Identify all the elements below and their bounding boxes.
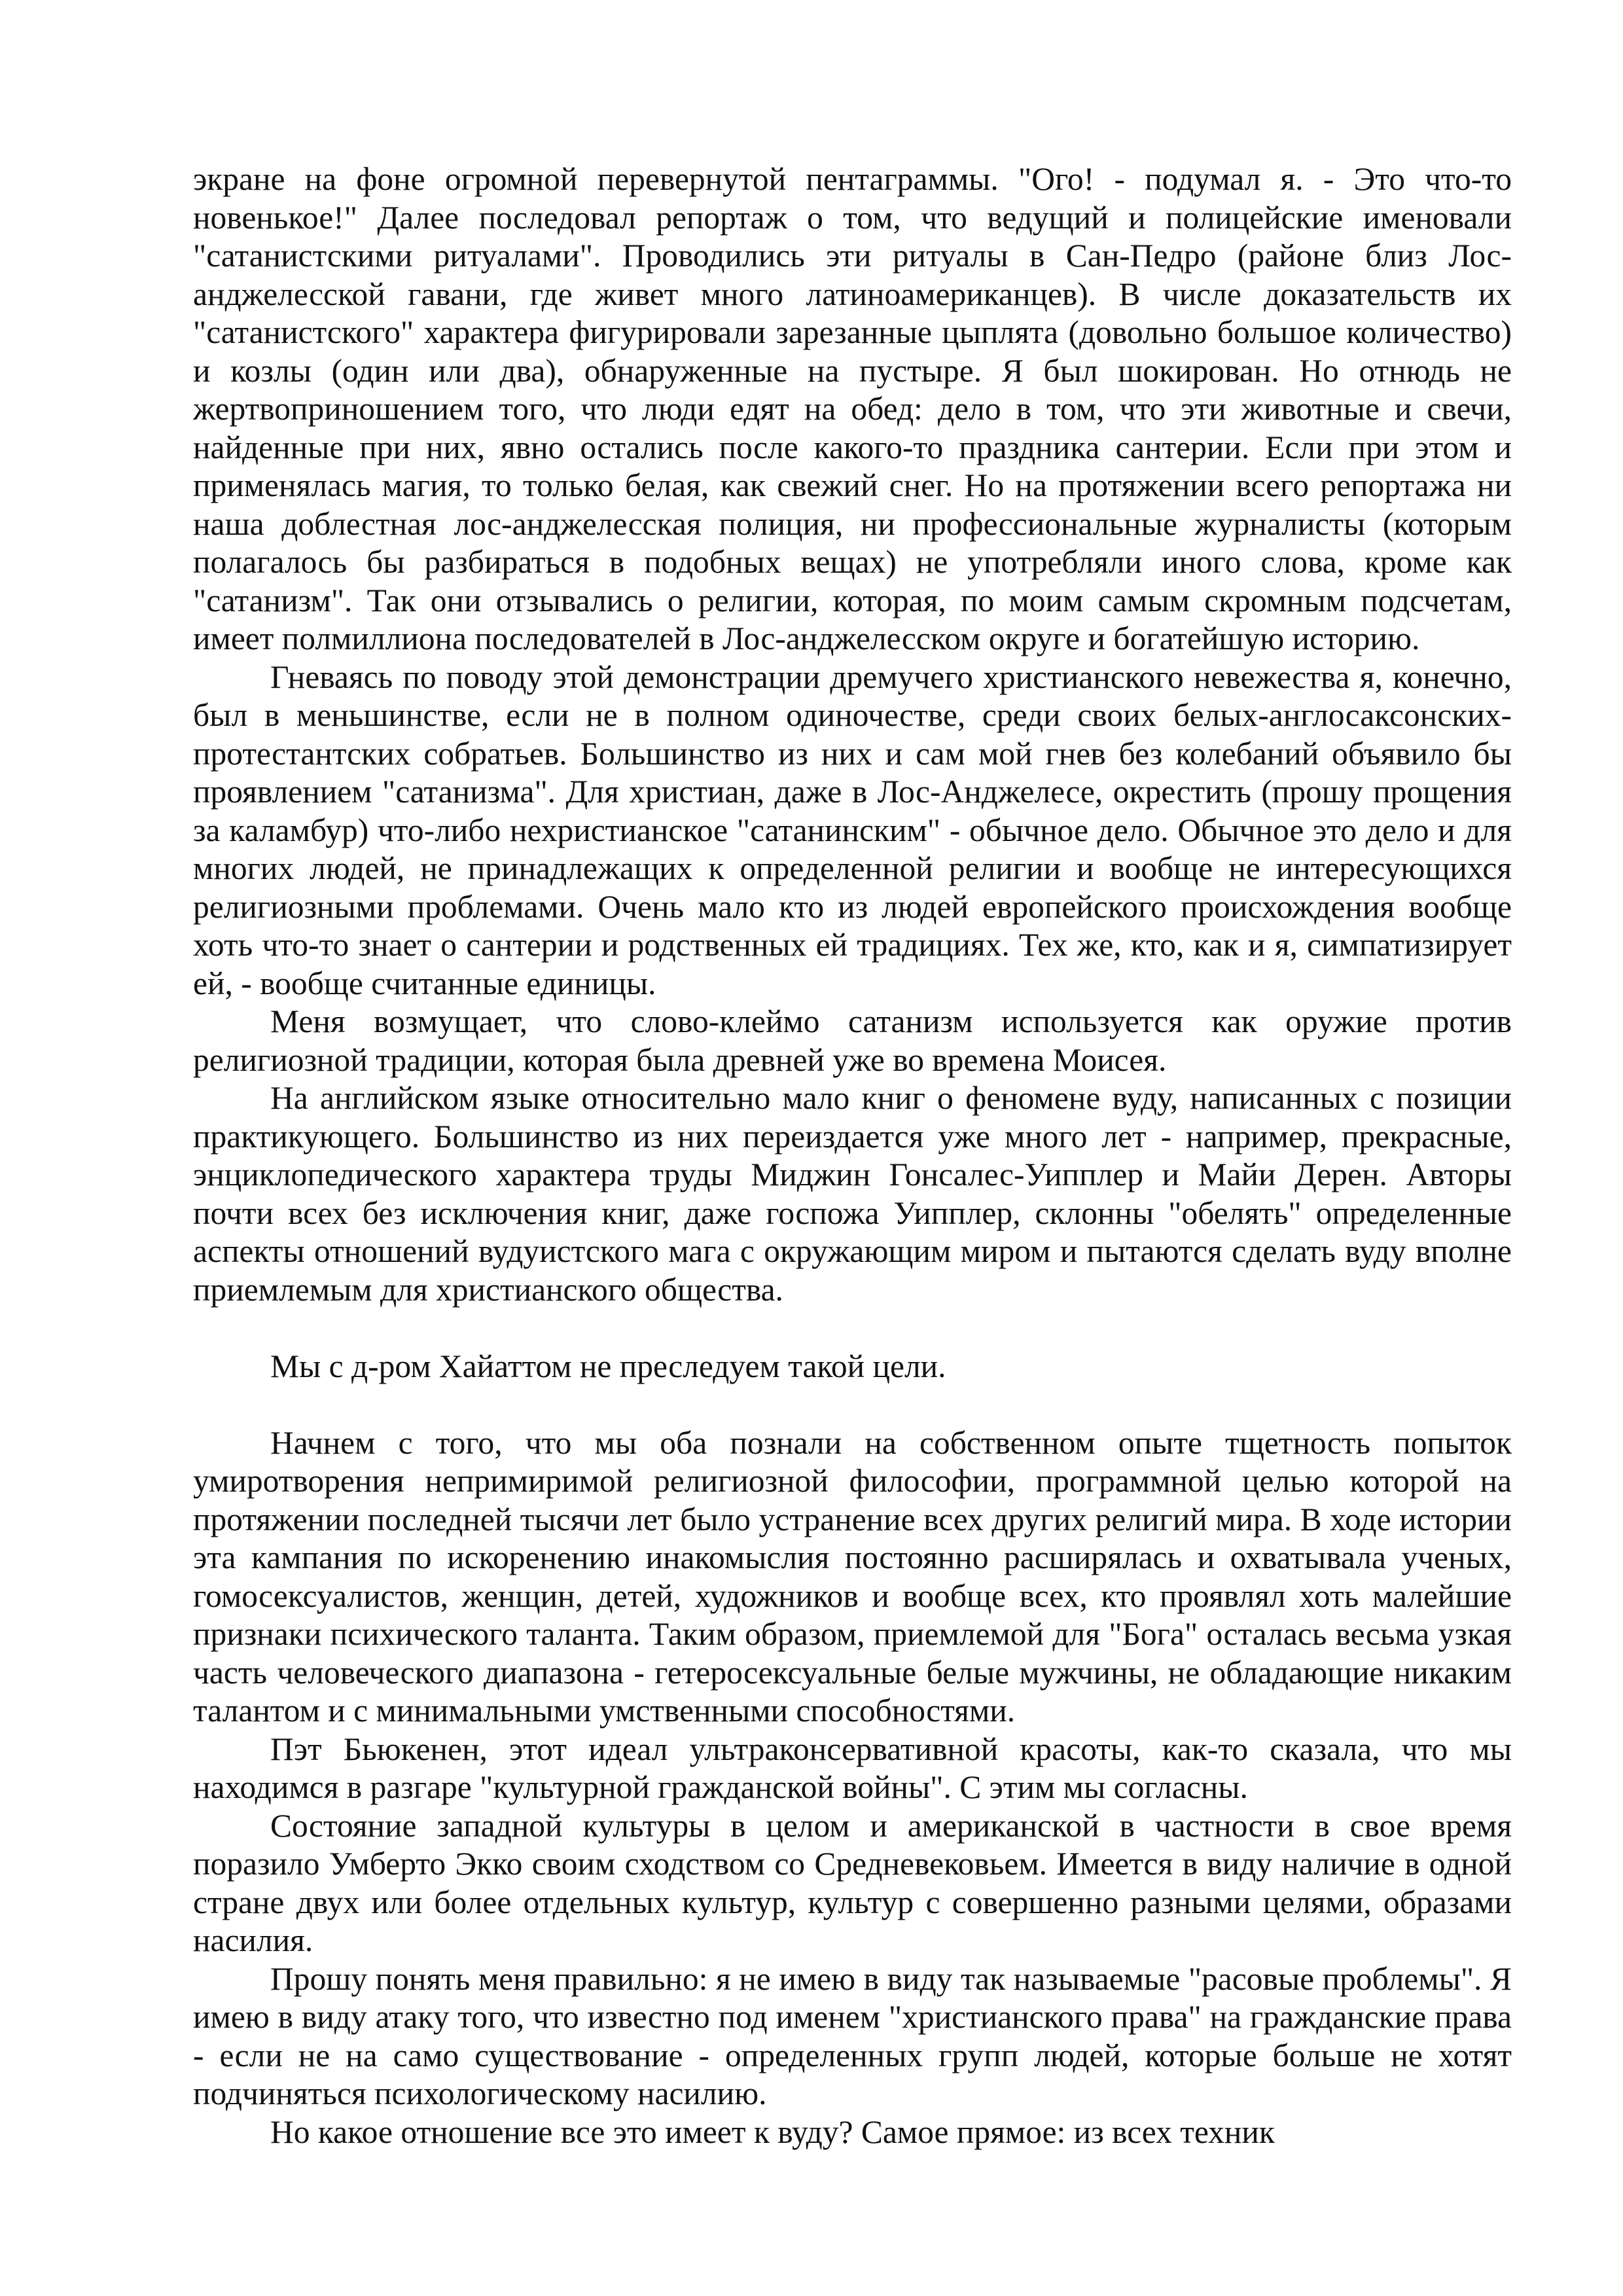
paragraph-7: Пэт Бьюкенен, этот идеал ультраконсервативной красоты, как-то сказала, что мы находимся в разгаре "культурной гражданской войны". С этим мы согласны. <box>193 1731 1512 1805</box>
paragraph-3: Меня возмущает, что слово-клеймо сатанизм используется как оружие против религиозной традиции, которая была древней уже во времена Моисея. <box>193 1003 1512 1078</box>
body-text <box>193 160 1512 2151</box>
paragraph-5: Мы с д-ром Хайаттом не преследуем такой цели. <box>270 1348 946 1384</box>
paragraph-9: Прошу понять меня правильно: я не имею в виду так называемые "расовые проблемы". Я имею в виду атаку того, что известно под именем "христианского права" на гражданские права - если не на само существование - определенных групп людей, которые больше не хотят подчиняться психологическому насилию. <box>193 1960 1512 2111</box>
paragraph-2: Гневаясь по поводу этой демонстрации дремучего христианского невежества я, конечно, был в меньшинстве, если не в полном одиночестве, среди своих белых-англосаксонских-протестантских собратьев. Большинство из них и сам мой гнев без колебаний объявило бы проявлением "сатанизма". Для христиан, даже в Лос-Анджелесе, окрестить (прошу прощения за каламбур) что-либо нехристианское "сатанинским" - обычное дело. Обычное это дело и для многих людей, не принадлежащих к определенной религии и вообще не интересующихся религиозными проблемами. Очень мало кто из людей европейского происхождения вообще хоть что-то знает о сантерии и родственных ей традициях. Тех же, кто, как и я, симпатизирует ей, - вообще считанные единицы. <box>193 658 1512 1001</box>
paragraph-1: экране на фоне огромной перевернутой пентаграммы. "Ого! - подумал я. - Это что-то новенькое!" Далее последовал репортаж о том, что ведущий и полицейские именовали "сатанистскими ритуалами". Проводились эти ритуалы в Сан-Педро (районе близ Лос-анджелесской гавани, где живет много латиноамериканцев). В числе доказательств их "сатанистского" характера фигурировали зарезанные цыплята (довольно большое количество) и козлы (один или два), обнаруженные на пустыре. Я был шокирован. Но отнюдь не жертвоприношением того, что люди едят на обед: дело в том, что эти животные и свечи, найденные при них, явно остались после какого-то праздника сантерии. Если при этом и применялась магия, то только белая, как свежий снег. Но на протяжении всего репортажа ни наша доблестная лос-анджелесская полиция, ни профессиональные журналисты (которым полагалось бы разбираться в подобных вещах) не употребляли иного слова, кроме как "сатанизм". Так они отзывались о религии, которая, по моим самым скромным подсчетам, имеет полмиллиона последователей в Лос-анджелесском округе и богатейшую историю. <box>193 161 1512 656</box>
paragraph-10: Но какое отношение все это имеет к вуду? Самое прямое: из всех техник <box>270 2113 1275 2150</box>
paragraph-4: На английском языке относительно мало книг о феномене вуду, написанных с позиции практикующего. Большинство из них переиздается уже много лет - например, прекрасные, энциклопедического характера труды Миджин Гонсалес-Уипплер и Майи Дерен. Авторы почти всех без исключения книг, даже госпожа Уипплер, склонны "обелять" определенные аспекты отношений вудуистского мага с окружающим миром и пытаются сделать вуду вполне приемлемым для христианского общества. <box>193 1080 1512 1308</box>
paragraph-6: Начнем с того, что мы оба познали на собственном опыте тщетность попыток умиротворения непримиримой религиозной философии, программной целью которой на протяжении последней тысячи лет было устранение всех других религий мира. В ходе истории эта кампания по искоренению инакомыслия постоянно расширялась и охватывала ученых, гомосексуалистов, женщин, детей, художников и вообще всех, кто проявлял хоть малейшие признаки психического таланта. Таким образом, приемлемой для "Бога" осталась весьма узкая часть человеческого диапазона - гетеросексуальные белые мужчины, не обладающие никаким талантом и с минимальными умственными способностями. <box>193 1424 1512 1729</box>
paragraph-8: Состояние западной культуры в целом и американской в частности в свое время поразило Умберто Экко своим сходством со Средневековьем. Имеется в виду наличие в одной стране двух или более отдельных культур, культур с совершенно разными целями, образами насилия. <box>193 1807 1512 1958</box>
